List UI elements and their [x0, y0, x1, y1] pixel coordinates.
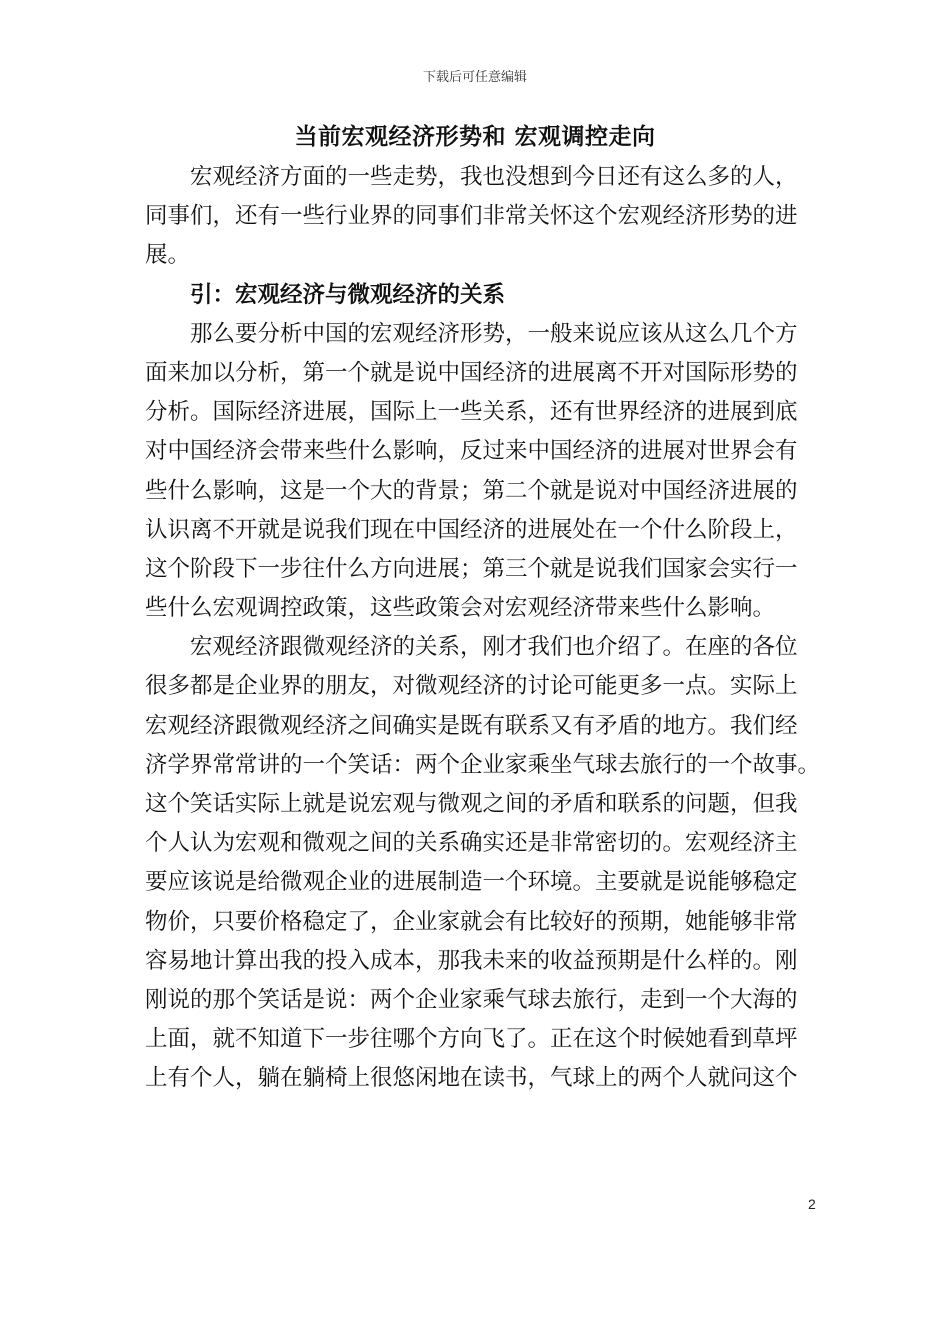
paragraph-line: 分析。国际经济进展，国际上一些关系，还有世界经济的进展到底 [145, 399, 798, 426]
paragraph-line: 要应该说是给微观企业的进展制造一个环境。主要就是说能够稳定 [145, 869, 798, 896]
document-header-note: 下载后可任意编辑 [422, 70, 527, 85]
paragraph-line: 些什么影响，这是一个大的背景；第二个就是说对中国经济进展的 [145, 477, 798, 504]
paragraph-line: 那么要分析中国的宏观经济形势，一般来说应该从这么几个方 [190, 320, 798, 347]
section-heading: 引：宏观经济与微观经济的关系 [190, 281, 506, 308]
paragraph-line: 刚说的那个笑话是说：两个企业家乘气球去旅行，走到一个大海的 [145, 986, 798, 1013]
paragraph-line: 上有个人，躺在躺椅上很悠闲地在读书，气球上的两个人就问这个 [145, 1065, 798, 1092]
page-number: 2 [808, 1196, 816, 1212]
paragraph-line: 这个阶段下一步往什么方向进展；第三个就是说我们国家会实行一 [145, 555, 798, 582]
paragraph-line: 宏观经济跟微观经济的关系，刚才我们也介绍了。在座的各位 [190, 634, 798, 661]
paragraph-line: 对中国经济会带来些什么影响，反过来中国经济的进展对世界会有 [145, 438, 798, 465]
paragraph-line: 认识离不开就是说我们现在中国经济的进展处在一个什么阶段上， [145, 516, 798, 543]
paragraph-line: 个人认为宏观和微观之间的关系确实还是非常密切的。宏观经济主 [145, 830, 798, 857]
paragraph-line: 很多都是企业界的朋友，对微观经济的讨论可能更多一点。实际上 [145, 673, 798, 700]
paragraph-line: 宏观经济方面的一些走势，我也没想到今日还有这么多的人， [190, 164, 798, 190]
paragraph-line: 物价，只要价格稳定了，企业家就会有比较好的预期，她能够非常 [145, 908, 798, 935]
paragraph-line: 展。 [145, 242, 191, 269]
paragraph-line: 面来加以分析，第一个就是说中国经济的进展离不开对国际形势的 [145, 359, 798, 386]
document-title: 当前宏观经济形势和 宏观调控走向 [294, 124, 656, 150]
paragraph-line: 些什么宏观调控政策，这些政策会对宏观经济带来些什么影响。 [145, 595, 776, 622]
paragraph-line: 宏观经济跟微观经济之间确实是既有联系又有矛盾的地方。我们经 [145, 712, 798, 739]
paragraph-line: 同事们，还有一些行业界的同事们非常关怀这个宏观经济形势的进 [145, 203, 798, 230]
paragraph-line: 济学界常常讲的一个笑话：两个企业家乘坐气球去旅行的一个故事。 [145, 751, 821, 778]
paragraph-line: 容易地计算出我的投入成本，那我未来的收益预期是什么样的。刚 [145, 947, 798, 974]
paragraph-line: 上面，就不知道下一步往哪个方向飞了。正在这个时候她看到草坪 [145, 1026, 798, 1053]
paragraph-line: 这个笑话实际上就是说宏观与微观之间的矛盾和联系的问题，但我 [145, 791, 798, 817]
document-body [145, 158, 825, 1099]
